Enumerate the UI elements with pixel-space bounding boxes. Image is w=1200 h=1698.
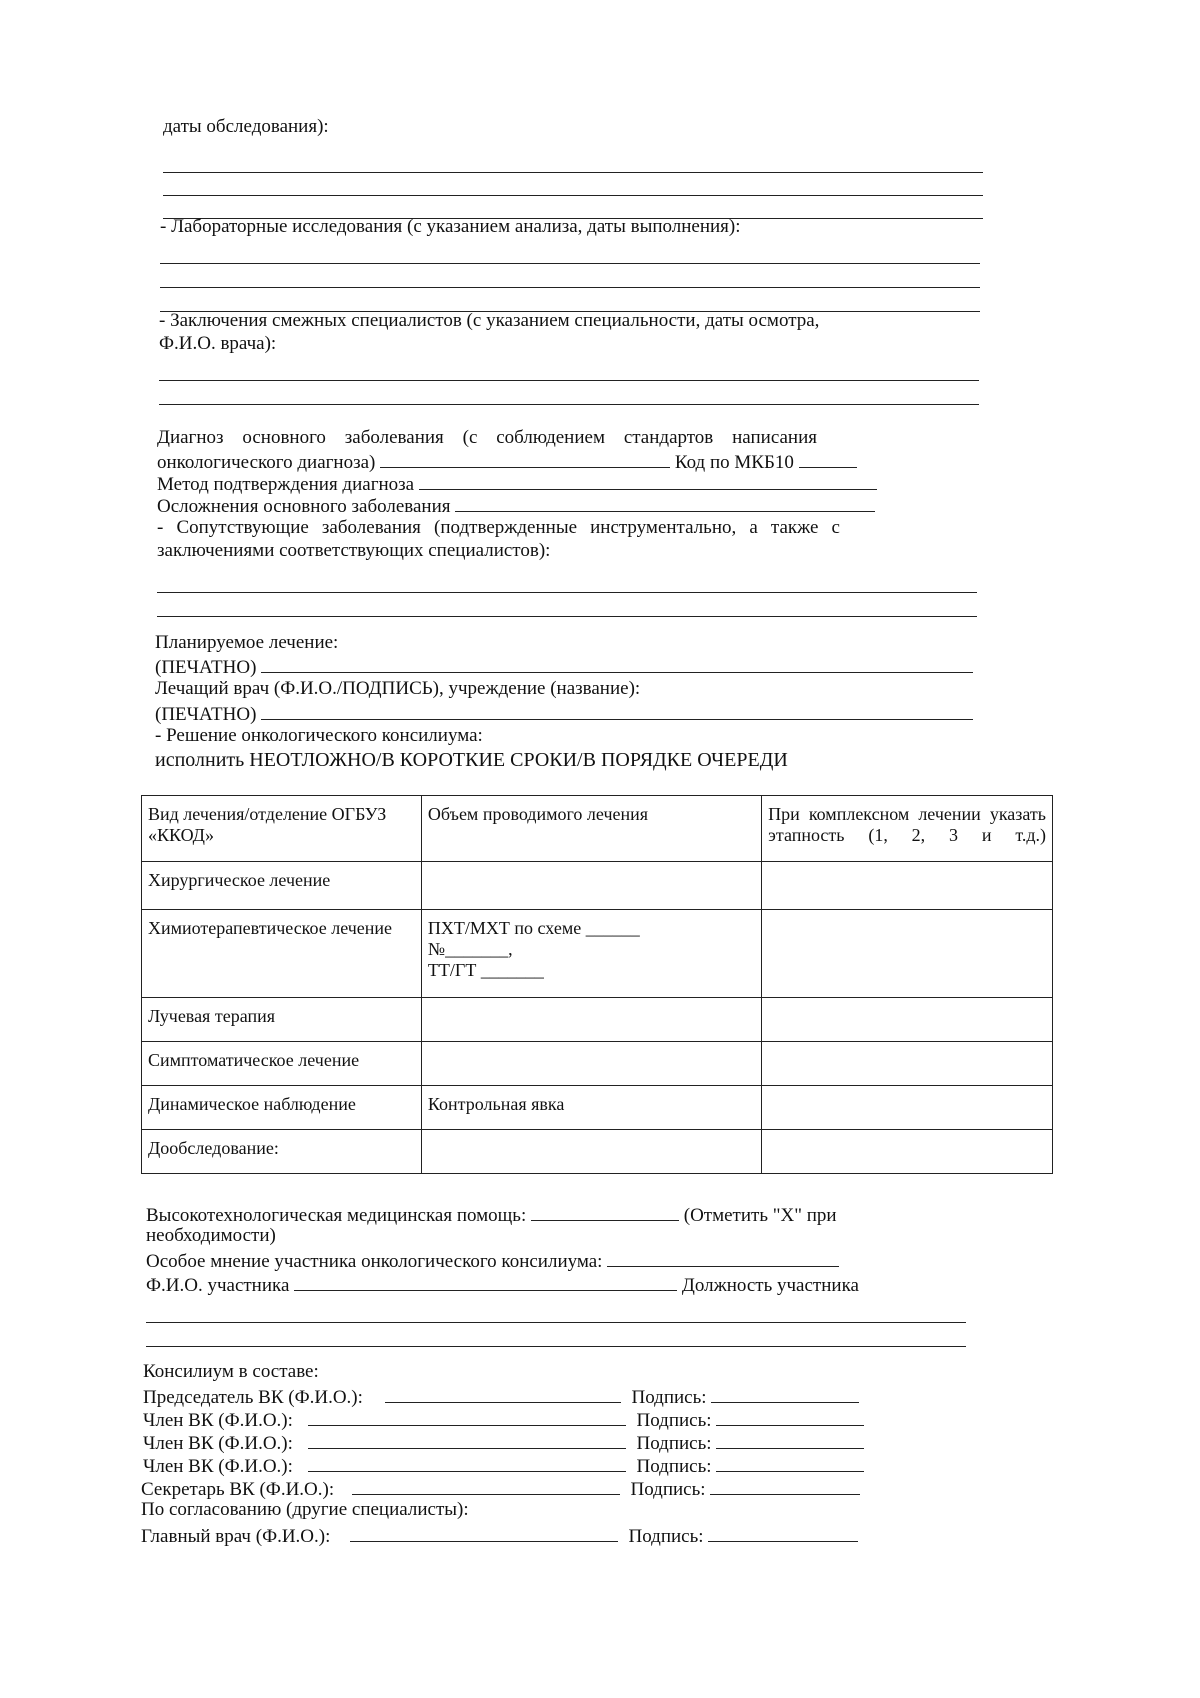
member-role: Председатель ВК (Ф.И.О.): bbox=[143, 1387, 363, 1408]
hightech-row bbox=[146, 1202, 837, 1227]
targeted-therapy: ТТ/ГТ _______ bbox=[427, 960, 544, 980]
table-row bbox=[142, 910, 1053, 998]
agreement-label: По согласованию (другие специалисты): bbox=[141, 1499, 469, 1520]
signature-label: Подпись: bbox=[630, 1479, 706, 1500]
chief-name-field[interactable] bbox=[350, 1523, 618, 1542]
method-label: Метод подтверждения диагноза bbox=[157, 474, 415, 495]
write-line[interactable] bbox=[157, 616, 977, 617]
participant-field[interactable] bbox=[294, 1272, 677, 1291]
complications-label: Осложнения основного заболевания bbox=[157, 496, 451, 517]
signature-field[interactable] bbox=[716, 1430, 864, 1449]
comorbid-label: - Сопутствующие заболевания (подтвержденные инструментально, а также с bbox=[157, 517, 840, 538]
participant-label: Ф.И.О. участника bbox=[146, 1275, 290, 1296]
treatment-volume-cell[interactable] bbox=[421, 998, 761, 1042]
table-row bbox=[142, 1042, 1053, 1086]
member-name-field[interactable] bbox=[308, 1407, 626, 1426]
table-row bbox=[142, 862, 1053, 910]
continued-label: даты обследования): bbox=[163, 116, 329, 137]
opinion-label: Особое мнение участника онкологического консилиума: bbox=[146, 1251, 603, 1272]
member-role: Член ВК (Ф.И.О.): bbox=[143, 1433, 293, 1454]
signature-label: Подпись: bbox=[636, 1410, 712, 1431]
icd-field[interactable] bbox=[799, 449, 857, 468]
treatment-type: Хирургическое лечение bbox=[142, 862, 422, 910]
chief-label: Главный врач (Ф.И.О.): bbox=[141, 1526, 331, 1547]
method-field[interactable] bbox=[419, 471, 877, 490]
planned-treatment-field[interactable] bbox=[261, 654, 973, 673]
hightech-field[interactable] bbox=[531, 1202, 679, 1221]
signature-field[interactable] bbox=[716, 1453, 864, 1472]
council-member-row bbox=[143, 1407, 864, 1432]
treatment-volume-cell[interactable]: Контрольная явка bbox=[421, 1086, 761, 1130]
member-name-field[interactable] bbox=[385, 1384, 621, 1403]
hightech-note-cont: необходимости) bbox=[146, 1225, 276, 1246]
treatment-stage-cell[interactable] bbox=[762, 1086, 1053, 1130]
print-row-1 bbox=[155, 654, 973, 679]
complications-field[interactable] bbox=[455, 493, 875, 512]
signature-field[interactable] bbox=[711, 1384, 859, 1403]
write-line[interactable] bbox=[163, 172, 983, 173]
print-label: (ПЕЧАТНО) bbox=[155, 657, 257, 678]
treatment-stage-cell[interactable] bbox=[762, 998, 1053, 1042]
treatment-stage-cell[interactable] bbox=[762, 910, 1053, 998]
hightech-label: Высокотехнологическая медицинская помощь: bbox=[146, 1205, 527, 1226]
header-type: Вид лечения/отделение ОГБУЗ «ККОД» bbox=[142, 796, 422, 862]
write-line[interactable] bbox=[157, 592, 977, 593]
treatment-type: Динамическое наблюдение bbox=[142, 1086, 422, 1130]
position-label: Должность участника bbox=[681, 1275, 859, 1296]
treatment-stage-cell[interactable] bbox=[762, 1042, 1053, 1086]
chief-doctor-row bbox=[141, 1523, 858, 1548]
member-name-field[interactable] bbox=[308, 1453, 626, 1472]
member-role: Член ВК (Ф.И.О.): bbox=[143, 1410, 293, 1431]
treatment-type: Симптоматическое лечение bbox=[142, 1042, 422, 1086]
treatment-volume-cell[interactable] bbox=[421, 1130, 761, 1174]
treatment-volume-cell[interactable] bbox=[421, 910, 761, 998]
signature-field[interactable] bbox=[716, 1407, 864, 1426]
signature-field[interactable] bbox=[708, 1523, 858, 1542]
council-member-row bbox=[143, 1453, 864, 1478]
decision-label: - Решение онкологического консилиума: bbox=[155, 725, 483, 746]
main-diagnosis-label: Диагноз основного заболевания (с соблюдением стандартов написания bbox=[157, 427, 817, 448]
table-row bbox=[142, 998, 1053, 1042]
table-header-row bbox=[142, 796, 1053, 862]
header-stages: При комплексном лечении указать этапность (1, 2, 3 и т.д.) bbox=[762, 796, 1053, 862]
planned-treatment-label: Планируемое лечение: bbox=[155, 632, 339, 653]
specialists-label-cont: Ф.И.О. врача): bbox=[159, 333, 277, 354]
execute-label: исполнить НЕОТЛОЖНО/В КОРОТКИЕ СРОКИ/В ПОРЯДКЕ ОЧЕРЕДИ bbox=[155, 749, 788, 771]
signature-label: Подпись: bbox=[636, 1433, 712, 1454]
opinion-row bbox=[146, 1248, 839, 1273]
write-line[interactable] bbox=[146, 1346, 966, 1347]
complications-row bbox=[157, 493, 875, 518]
member-name-field[interactable] bbox=[308, 1430, 626, 1449]
signature-field[interactable] bbox=[710, 1476, 860, 1495]
write-line[interactable] bbox=[159, 380, 979, 381]
treatment-stage-cell[interactable] bbox=[762, 1130, 1053, 1174]
treatment-stage-cell[interactable] bbox=[762, 862, 1053, 910]
chemo-scheme: ПХТ/МХТ по схеме ______ bbox=[427, 918, 640, 938]
treatment-table bbox=[141, 795, 1053, 1174]
chemo-number: №_______, bbox=[427, 939, 513, 959]
signature-label: Подпись: bbox=[628, 1526, 704, 1547]
attending-doctor-field[interactable] bbox=[261, 701, 973, 720]
council-title: Консилиум в составе: bbox=[143, 1361, 319, 1382]
member-role: Член ВК (Ф.И.О.): bbox=[143, 1456, 293, 1477]
specialists-label: - Заключения смежных специалистов (с указанием специальности, даты осмотра, bbox=[159, 310, 820, 331]
signature-label: Подпись: bbox=[636, 1456, 712, 1477]
treatment-type: Химиотерапевтическое лечение bbox=[142, 910, 422, 998]
write-line[interactable] bbox=[163, 195, 983, 196]
header-volume: Объем проводимого лечения bbox=[421, 796, 761, 862]
main-diagnosis-label-cont: онкологического диагноза) bbox=[157, 452, 376, 473]
member-name-field[interactable] bbox=[352, 1476, 620, 1495]
hightech-note: (Отметить "Х" при bbox=[683, 1205, 837, 1226]
treatment-type: Лучевая терапия bbox=[142, 998, 422, 1042]
comorbid-label-cont: заключениями соответствующих специалистов): bbox=[157, 540, 551, 561]
write-line[interactable] bbox=[160, 287, 980, 288]
council-member-row bbox=[143, 1384, 859, 1409]
member-role: Секретарь ВК (Ф.И.О.): bbox=[141, 1479, 335, 1500]
table-row bbox=[142, 1086, 1053, 1130]
treatment-type: Дообследование: bbox=[142, 1130, 422, 1174]
treatment-volume-cell[interactable] bbox=[421, 862, 761, 910]
participant-row bbox=[146, 1272, 859, 1297]
write-line[interactable] bbox=[160, 263, 980, 264]
print-label: (ПЕЧАТНО) bbox=[155, 704, 257, 725]
treatment-volume-cell[interactable] bbox=[421, 1042, 761, 1086]
council-member-row bbox=[141, 1476, 860, 1501]
diagnosis-field[interactable] bbox=[380, 449, 670, 468]
council-member-row bbox=[143, 1430, 864, 1455]
write-line[interactable] bbox=[159, 404, 979, 405]
lab-tests-label: - Лабораторные исследования (с указанием анализа, даты выполнения): bbox=[160, 216, 741, 237]
write-line[interactable] bbox=[146, 1322, 966, 1323]
opinion-field[interactable] bbox=[607, 1248, 839, 1267]
table-row bbox=[142, 1130, 1053, 1174]
icd-label: Код по МКБ10 bbox=[674, 452, 794, 473]
print-row-2 bbox=[155, 701, 973, 726]
attending-doctor-label: Лечащий врач (Ф.И.О./ПОДПИСЬ), учреждение (название): bbox=[155, 678, 641, 699]
signature-label: Подпись: bbox=[631, 1387, 707, 1408]
